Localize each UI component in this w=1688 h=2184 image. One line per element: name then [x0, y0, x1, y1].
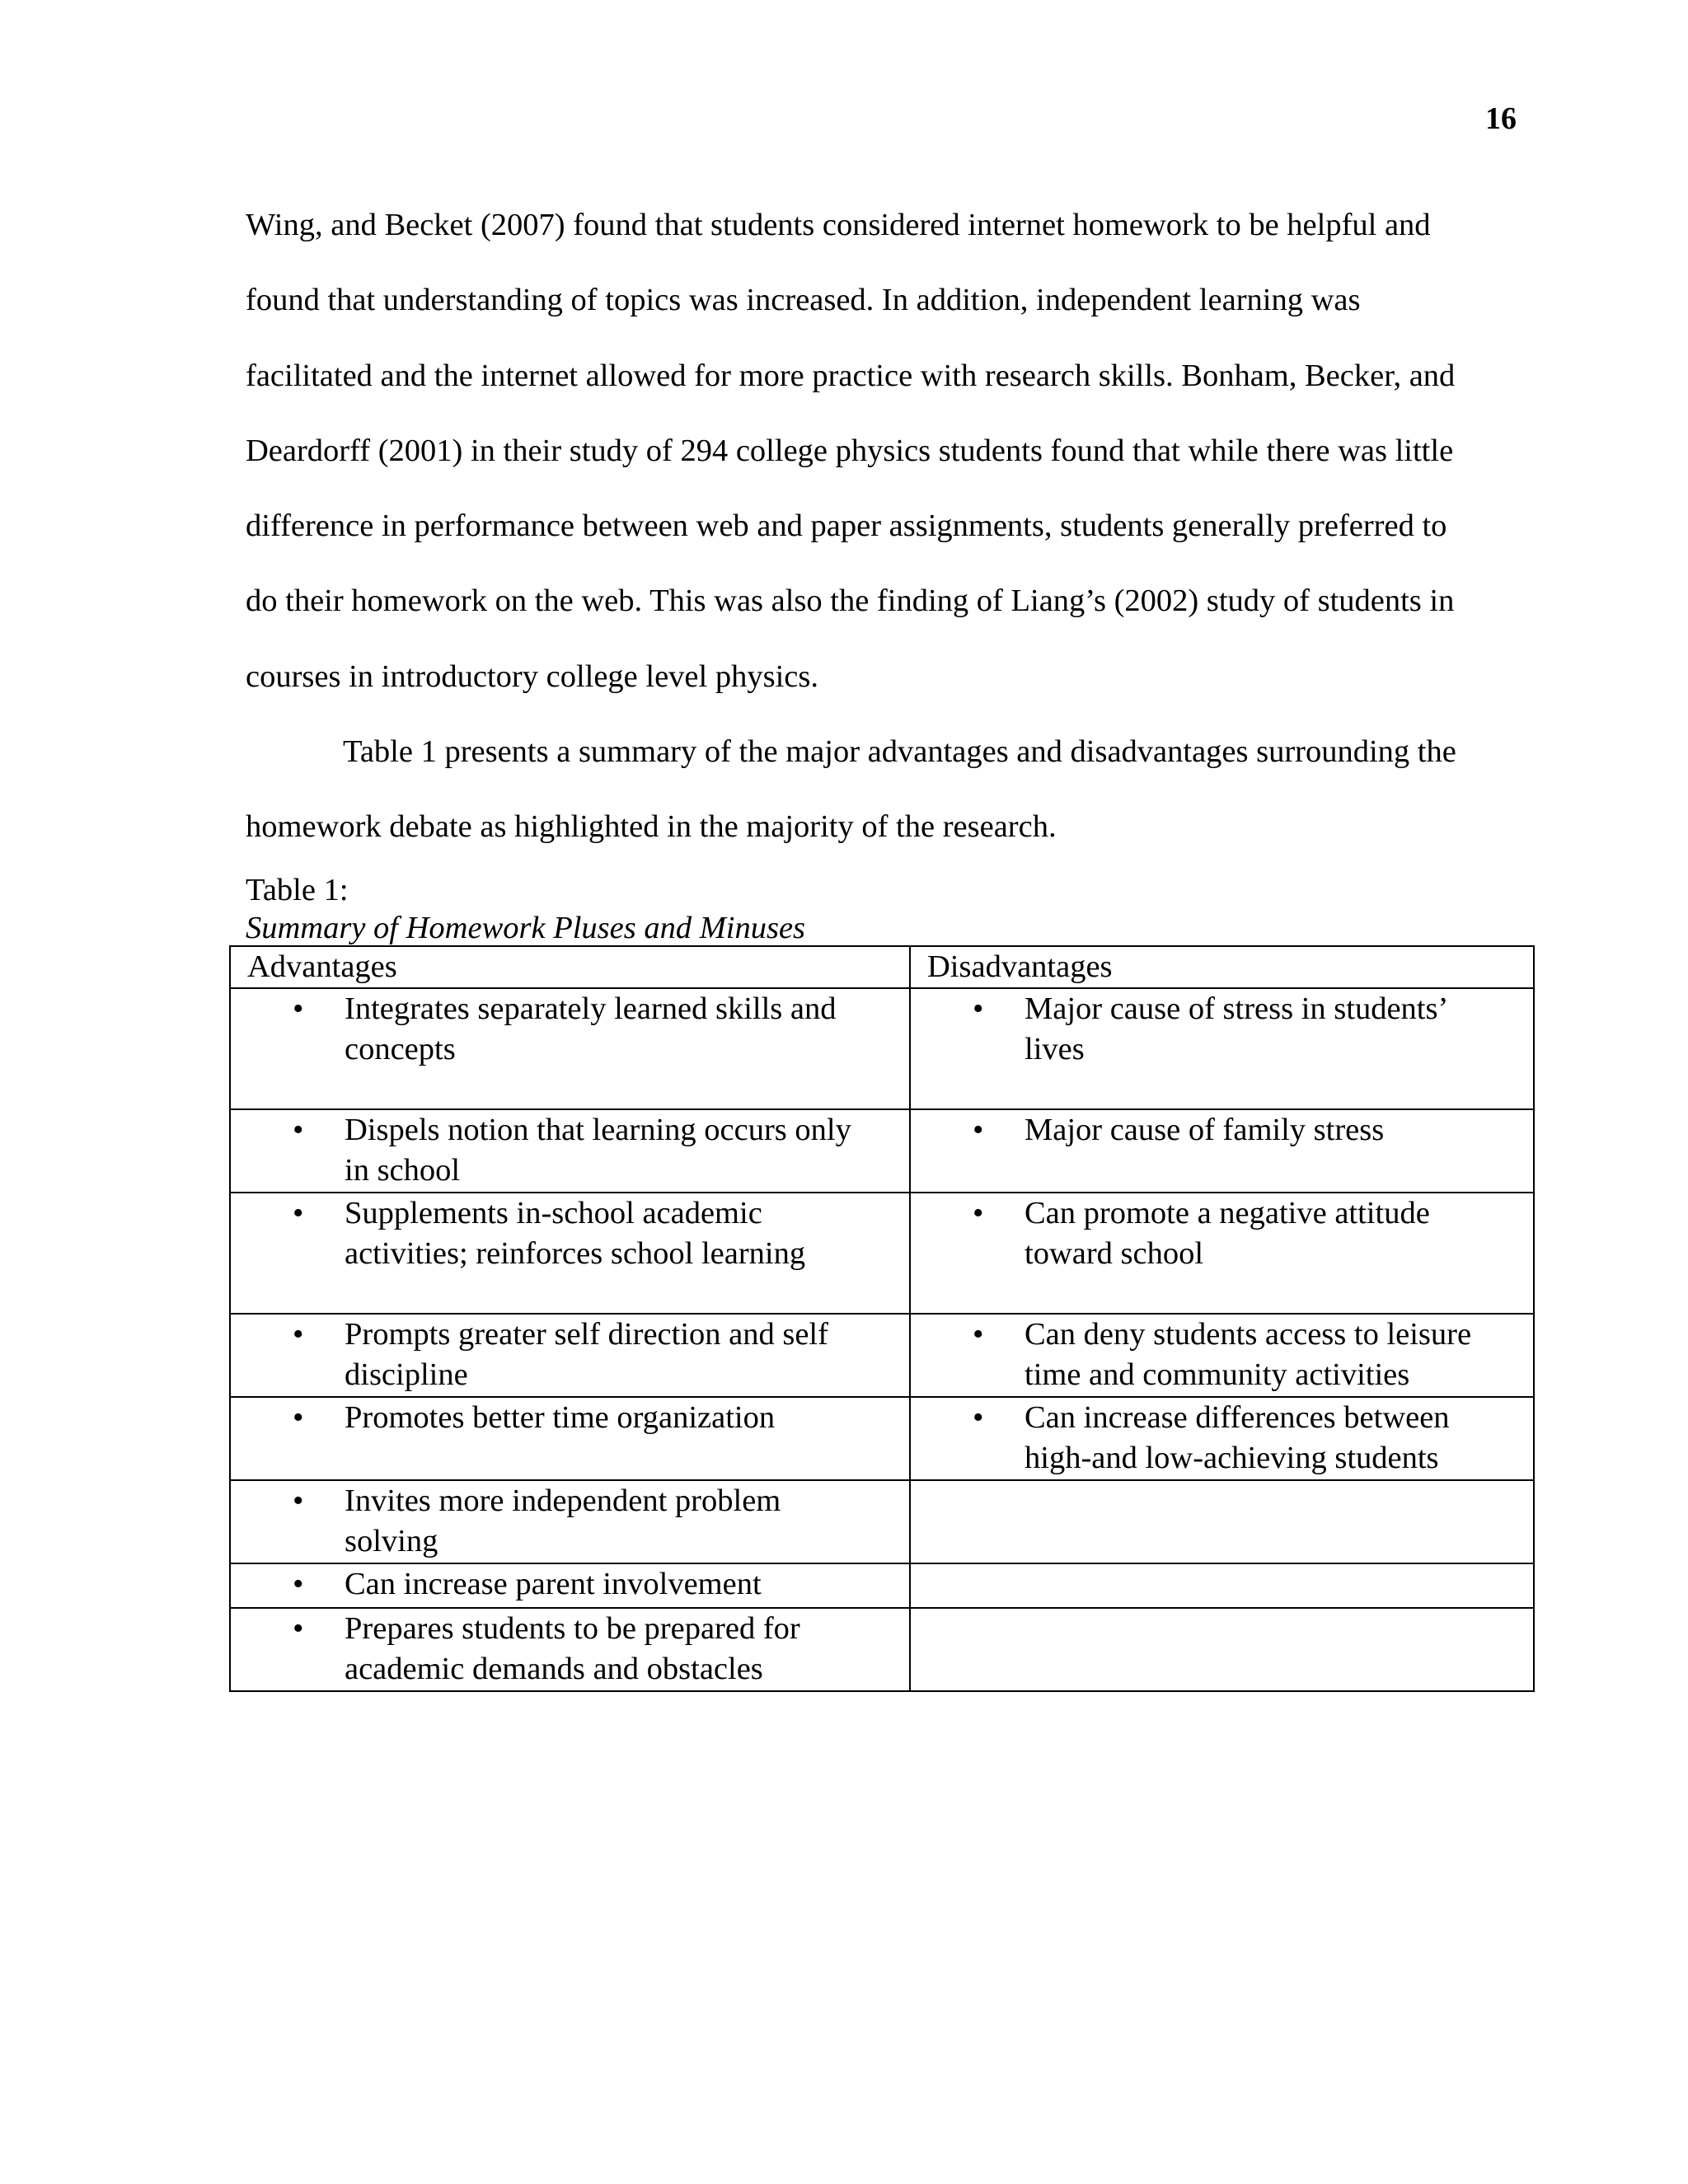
bullet-icon: • [293, 1113, 304, 1147]
advantage-cell [230, 1314, 910, 1397]
advantage-cell [230, 1193, 910, 1314]
disadvantage-cell [910, 988, 1534, 1109]
list-item [247, 1398, 893, 1438]
advantage-cell [230, 1397, 910, 1480]
item-line: Promotes better time organization [345, 1400, 776, 1435]
bullet-icon: • [293, 1196, 304, 1230]
disadvantage-cell [910, 1193, 1534, 1314]
table-row [230, 988, 1534, 1109]
text-line: courses in introductory college level physics. [246, 658, 818, 694]
summary-table [229, 945, 1535, 1692]
table-row [230, 1314, 1534, 1397]
bullet-icon: • [973, 1317, 984, 1352]
paragraph-2 [246, 715, 1498, 865]
list-item [247, 1315, 893, 1395]
bullet-icon: • [293, 1567, 304, 1601]
item-line: discipline [345, 1357, 468, 1392]
text-line: Table 1 presents a summary of the major advantages and disadvantages surrounding the [343, 734, 1456, 770]
advantage-cell [230, 1480, 910, 1563]
list-item [927, 989, 1517, 1070]
bullet-icon: • [293, 991, 304, 1026]
bullet-icon: • [973, 1196, 984, 1230]
bullet-icon: • [293, 1317, 304, 1352]
item-line: Invites more independent problem [345, 1483, 781, 1518]
item-line: in school [345, 1153, 461, 1188]
text-line: found that understanding of topics was increased. In addition, independent learning was [246, 283, 1361, 318]
text-line: facilitated and the internet allowed for more practice with research skills. Bonham, Becker, and [246, 358, 1456, 393]
item-line: academic demands and obstacles [345, 1652, 763, 1686]
disadvantage-cell [910, 1109, 1534, 1193]
item-line: activities; reinforces school learning [345, 1236, 806, 1271]
item-line: Dispels notion that learning occurs only [345, 1113, 851, 1147]
item-line: Can deny students access to leisure [1025, 1317, 1472, 1352]
item-line: Major cause of stress in students’ [1025, 991, 1449, 1026]
text-line: homework debate as highlighted in the majority of the research. [246, 809, 1057, 845]
header-advantages: Advantages [230, 946, 910, 988]
page-number: 16 [1485, 101, 1517, 136]
text-line: do their homework on the web. This was also the finding of Liang’s (2002) study of students in [246, 583, 1455, 619]
item-line: Prompts greater self direction and self [345, 1317, 828, 1352]
bullet-icon: • [973, 991, 984, 1026]
bullet-icon: • [973, 1400, 984, 1435]
table-row [230, 1193, 1534, 1314]
list-item [927, 1193, 1517, 1274]
item-line: Can increase differences between [1025, 1400, 1450, 1435]
table-header-row [230, 946, 1534, 988]
item-line: concepts [345, 1032, 456, 1066]
disadvantage-cell-empty [910, 1608, 1534, 1691]
item-line: Can increase parent involvement [345, 1567, 762, 1601]
disadvantage-cell [910, 1397, 1534, 1480]
advantage-cell [230, 1608, 910, 1691]
bullet-icon: • [293, 1611, 304, 1646]
table-title: Summary of Homework Pluses and Minuses [246, 911, 806, 945]
item-line: Major cause of family stress [1025, 1113, 1385, 1147]
disadvantage-cell-empty [910, 1480, 1534, 1563]
list-item [247, 1481, 893, 1562]
paragraph-1 [246, 188, 1498, 715]
table-row [230, 1109, 1534, 1193]
list-item [927, 1398, 1517, 1479]
list-item [927, 1110, 1517, 1151]
item-line: Supplements in-school academic [345, 1196, 762, 1230]
disadvantage-cell [910, 1314, 1534, 1397]
item-line: time and community activities [1025, 1357, 1410, 1392]
item-line: toward school [1025, 1236, 1204, 1271]
text-line: Wing, and Becket (2007) found that students considered internet homework to be helpful and [246, 208, 1431, 242]
list-item [927, 1315, 1517, 1395]
table-row [230, 1397, 1534, 1480]
advantage-cell [230, 1563, 910, 1608]
text-line: Deardorff (2001) in their study of 294 college physics students found that while there was little [246, 433, 1454, 468]
bullet-icon: • [293, 1483, 304, 1518]
disadvantage-cell-empty [910, 1563, 1534, 1608]
bullet-icon: • [973, 1113, 984, 1147]
item-line: Integrates separately learned skills and [345, 991, 837, 1026]
list-item [247, 1609, 893, 1690]
bullet-icon: • [293, 1400, 304, 1435]
table-row [230, 1608, 1534, 1691]
table-row [230, 1480, 1534, 1563]
body-text [246, 188, 1498, 865]
text-line: difference in performance between web and paper assignments, students generally preferred to [246, 509, 1447, 544]
item-line: high-and low-achieving students [1025, 1441, 1439, 1475]
table-label: Table 1: [246, 873, 349, 907]
list-item [247, 1110, 893, 1191]
list-item [247, 989, 893, 1070]
header-disadvantages: Disadvantages [910, 946, 1534, 988]
table-row [230, 1563, 1534, 1608]
item-line: lives [1025, 1032, 1085, 1066]
table-caption [246, 871, 805, 947]
item-line: Prepares students to be prepared for [345, 1611, 800, 1646]
item-line: Can promote a negative attitude [1025, 1196, 1430, 1230]
advantage-cell [230, 988, 910, 1109]
advantage-cell [230, 1109, 910, 1193]
list-item [247, 1193, 893, 1274]
list-item [247, 1564, 893, 1605]
item-line: solving [345, 1524, 438, 1558]
